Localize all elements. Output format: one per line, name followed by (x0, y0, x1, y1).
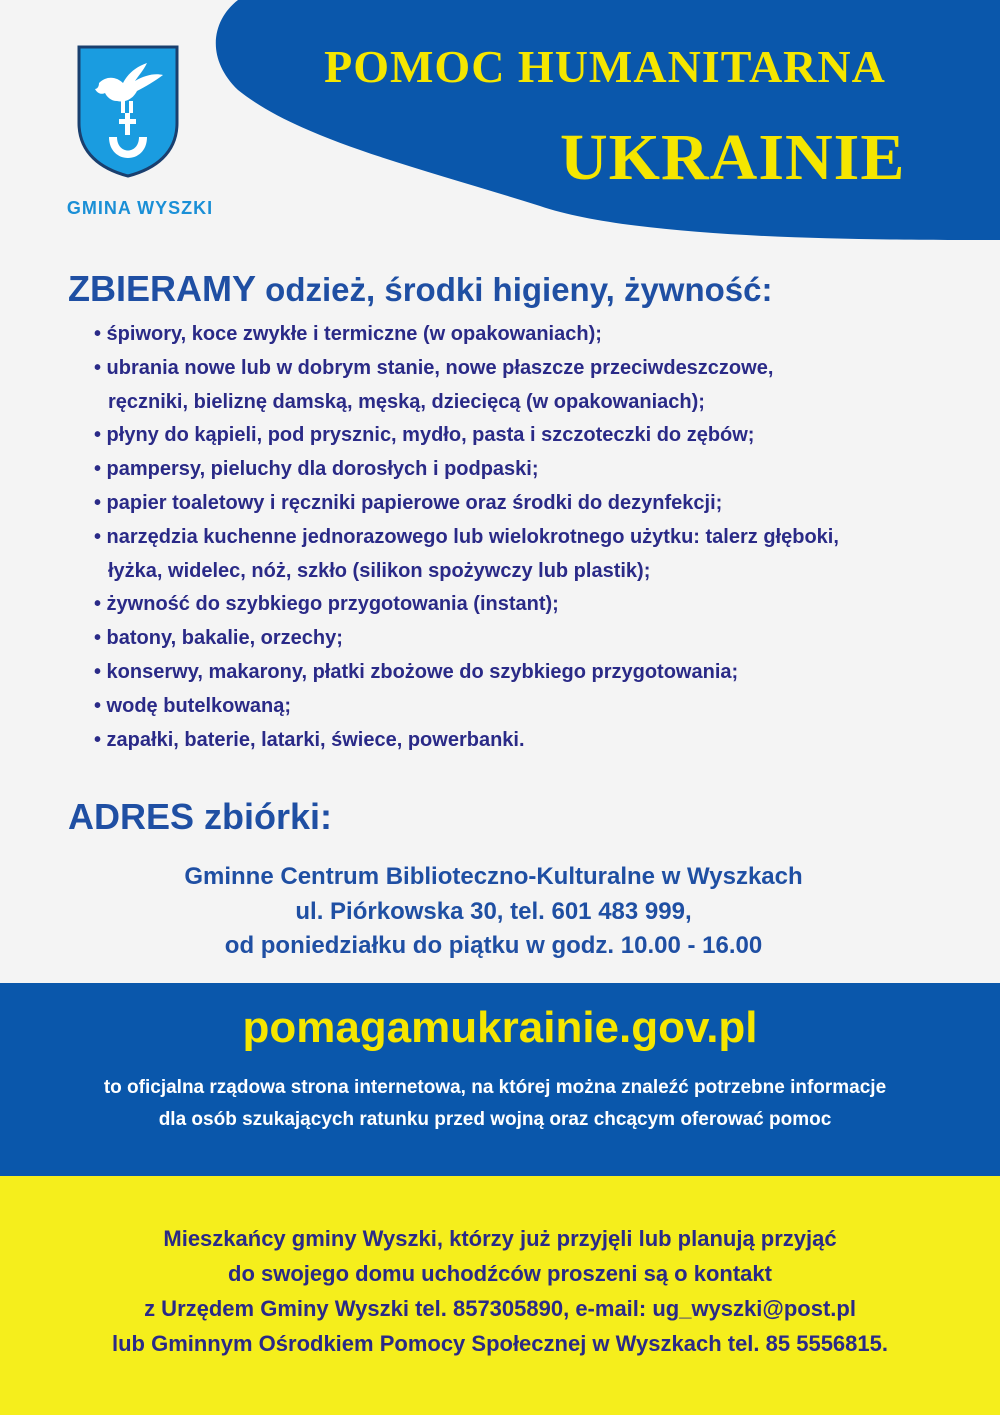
collection-heading (68, 268, 772, 310)
address-line: Gminne Centrum Biblioteczno-Kulturalne w Wyszkach (184, 863, 803, 890)
page-subtitle: UKRAINIE (560, 121, 906, 194)
address-heading (68, 796, 332, 838)
list-item-text: • narzędzia kuchenne jednorazowego lub wielokrotnego użytku: talerz głęboki, (94, 525, 839, 548)
contact-line: do swojego domu uchodźców proszeni są o kontakt (228, 1261, 772, 1286)
website-url-link[interactable]: pomagamukrainie.gov.pl (242, 1003, 758, 1052)
list-item (94, 588, 974, 622)
collection-heading-rest: odzież, środki higieny, żywność: (256, 271, 773, 308)
list-item-text: • zapałki, baterie, latarki, świece, powerbanki. (94, 728, 525, 751)
list-item-text: • pampersy, pieluchy dla dorosłych i podpaski; (94, 458, 539, 481)
list-item-continuation: ręczniki, bieliznę damską, męską, dziecięcą (w opakowaniach); (108, 390, 705, 413)
list-item (94, 419, 974, 453)
collection-items-list (94, 318, 974, 757)
list-item (94, 318, 974, 352)
list-item-text: • wodę butelkowaną; (94, 694, 292, 717)
list-item (94, 521, 974, 589)
list-item (94, 724, 974, 758)
list-item-text: • żywność do szybkiego przygotowania (instant); (94, 593, 559, 616)
list-item (94, 487, 974, 521)
website-description-line: dla osób szukających ratunku przed wojną oraz chcącym oferować pomoc (158, 1109, 832, 1130)
address-heading-strong: ADRES (68, 796, 195, 837)
address-line: od poniedziałku do piątku w godz. 10.00 - 16.00 (224, 932, 763, 959)
logo-caption: GMINA WYSZKI (66, 198, 214, 218)
list-item (94, 656, 974, 690)
list-item-text: • śpiwory, koce zwykłe i termiczne (w opakowaniach); (94, 323, 602, 345)
list-item (94, 453, 974, 487)
address-heading-rest: zbiórki: (194, 796, 333, 837)
list-item-text: • ubrania nowe lub w dobrym stanie, nowe płaszcze przeciwdeszczowe, (94, 356, 774, 379)
collection-heading-strong: ZBIERAMY (68, 268, 256, 309)
list-item-text: • papier toaletowy i ręczniki papierowe oraz środki do dezynfekcji; (94, 491, 723, 514)
coat-of-arms-icon (77, 45, 179, 178)
list-item-text: • konserwy, makarony, płatki zbożowe do szybkiego przygotowania; (94, 660, 739, 683)
list-item-text: • batony, bakalie, orzechy; (94, 627, 343, 650)
list-item (94, 352, 974, 420)
list-item (94, 690, 974, 724)
address-block (0, 860, 987, 964)
list-item (94, 622, 974, 656)
website-description-line: to oficjalna rządowa strona internetowa, na której można znaleźć potrzebne informacje (103, 1077, 887, 1098)
contact-line: z Urzędem Gminy Wyszki tel. 857305890, e-mail: ug_wyszki@post.pl (144, 1296, 856, 1321)
contact-line: Mieszkańcy gminy Wyszki, którzy już przyjęli lub planują przyjąć (163, 1226, 837, 1251)
page-title: POMOC HUMANITARNA (324, 41, 886, 92)
address-line: ul. Piórkowska 30, tel. 601 483 999, (295, 897, 692, 925)
contact-line: lub Gminnym Ośrodkiem Pomocy Społecznej w Wyszkach tel. 85 5556815. (111, 1331, 888, 1356)
list-item-text: • płyny do kąpieli, pod prysznic, mydło, pasta i szczoteczki do zębów; (94, 424, 755, 447)
contact-block (0, 1221, 1000, 1361)
website-description (0, 1072, 990, 1136)
list-item-continuation: łyżka, widelec, nóż, szkło (silikon spożywczy lub plastik); (108, 559, 651, 582)
